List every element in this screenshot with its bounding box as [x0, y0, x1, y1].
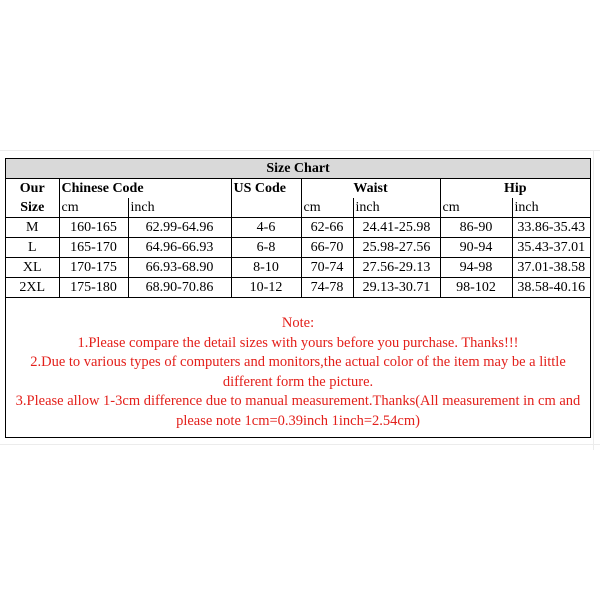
us-code-cell: 8-10 [231, 258, 301, 278]
unit-inch: inch [353, 198, 440, 218]
chinese-code-header: Chinese Code [59, 179, 231, 199]
us-code-header: US Code [231, 179, 301, 199]
table-row [6, 238, 590, 258]
us-code-cell: 4-6 [231, 218, 301, 238]
hip-cm-cell: 98-102 [440, 278, 512, 298]
size-header-bottom: Size [6, 198, 59, 218]
size-header-top: Our [6, 179, 59, 199]
waist-cm-cell: 62-66 [301, 218, 353, 238]
grid-line [0, 444, 600, 445]
size-cell: XL [6, 258, 59, 278]
header-row [6, 179, 590, 199]
cn-cm-cell: 170-175 [59, 258, 128, 278]
hip-inch-cell: 38.58-40.16 [512, 278, 590, 298]
grid-line [593, 150, 594, 450]
cn-inch-cell: 68.90-70.86 [128, 278, 231, 298]
note-line-3b: please note 1cm=0.39inch 1inch=2.54cm) [176, 412, 420, 429]
cn-inch-cell: 66.93-68.90 [128, 258, 231, 278]
chart-title: Size Chart [6, 159, 590, 179]
cn-cm-cell: 160-165 [59, 218, 128, 238]
note-line-1: 1.Please compare the detail sizes with yours before you purchase. Thanks!!! [77, 334, 519, 351]
hip-inch-cell: 33.86-35.43 [512, 218, 590, 238]
unit-inch: inch [512, 198, 590, 218]
hip-cm-cell: 94-98 [440, 258, 512, 278]
waist-inch-cell: 27.56-29.13 [353, 258, 440, 278]
note-line-2b: different form the picture. [222, 373, 374, 390]
cn-inch-cell: 64.96-66.93 [128, 238, 231, 258]
waist-inch-cell: 25.98-27.56 [353, 238, 440, 258]
unit-row [6, 198, 590, 218]
cn-inch-cell: 62.99-64.96 [128, 218, 231, 238]
table-row [6, 278, 590, 298]
waist-inch-cell: 24.41-25.98 [353, 218, 440, 238]
table-row [6, 258, 590, 278]
size-cell: 2XL [6, 278, 59, 298]
us-code-cell: 6-8 [231, 238, 301, 258]
waist-inch-cell: 29.13-30.71 [353, 278, 440, 298]
cn-cm-cell: 175-180 [59, 278, 128, 298]
us-code-cell: 10-12 [231, 278, 301, 298]
note-heading: Note: [281, 315, 315, 331]
waist-header: Waist [301, 179, 440, 199]
table-row [6, 218, 590, 238]
hip-inch-cell: 37.01-38.58 [512, 258, 590, 278]
hip-header: Hip [440, 179, 590, 199]
size-cell: L [6, 238, 59, 258]
size-chart-sheet [5, 158, 591, 438]
title-row [6, 159, 590, 179]
unit-cm: cm [301, 198, 353, 218]
size-cell: M [6, 218, 59, 238]
waist-cm-cell: 66-70 [301, 238, 353, 258]
size-chart-table [6, 159, 590, 298]
unit-cm: cm [59, 198, 128, 218]
hip-inch-cell: 35.43-37.01 [512, 238, 590, 258]
notes-block [6, 314, 590, 431]
waist-cm-cell: 74-78 [301, 278, 353, 298]
waist-cm-cell: 70-74 [301, 258, 353, 278]
cn-cm-cell: 165-170 [59, 238, 128, 258]
hip-cm-cell: 90-94 [440, 238, 512, 258]
note-line-3a: 3.Please allow 1-3cm difference due to manual measurement.Thanks(All measurement in cm and [15, 393, 581, 409]
grid-line [0, 150, 600, 151]
note-line-2a: 2.Due to various types of computers and monitors,the actual color of the item may be a little [30, 354, 566, 370]
hip-cm-cell: 86-90 [440, 218, 512, 238]
unit-cm: cm [440, 198, 512, 218]
unit-blank [231, 198, 301, 218]
unit-inch: inch [128, 198, 231, 218]
